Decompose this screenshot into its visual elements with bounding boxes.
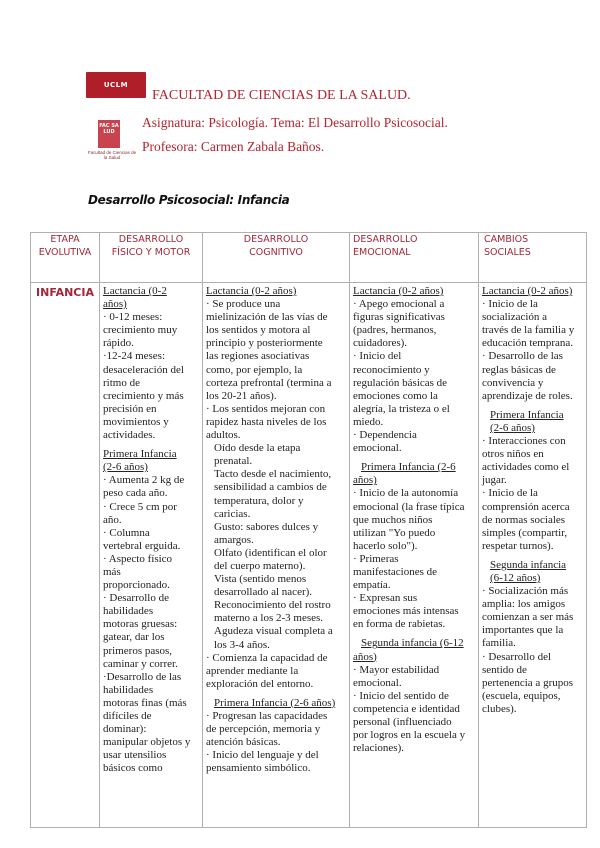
text-line: prenatal. (214, 455, 253, 468)
col-header-social: CAMBIOS SOCIALES (479, 233, 587, 283)
physical-text (100, 283, 202, 827)
section-heading: años) (103, 298, 127, 311)
section-heading: Lactancia (0-2 (103, 285, 167, 297)
text-line: · Socialización más (482, 585, 569, 598)
text-line: en forma de rabietas. (353, 618, 446, 631)
text-line: emocional. (353, 676, 402, 689)
text-line: · Aspecto físico (103, 552, 173, 565)
text-line: miedo. (353, 415, 384, 428)
text-line: · Desarrollo del (482, 650, 552, 663)
text-line: año. (103, 513, 122, 526)
faculty-name: FACULTAD DE CIENCIAS DE LA SALUD. (152, 88, 411, 103)
text-line: ritmo de (103, 376, 140, 389)
text-line: relaciones). (353, 742, 404, 755)
text-line: Agudeza visual completa a (214, 625, 333, 638)
emotional-text (350, 283, 478, 827)
text-line: pensamiento simbólico. (206, 762, 311, 775)
text-line: crecimiento muy (103, 324, 178, 337)
document-title: Desarrollo Psicosocial: Infancia (88, 193, 290, 207)
text-line: · Se produce una (206, 298, 281, 311)
text-line: · Inicio de la autonomía (353, 487, 459, 500)
text-line: emociones como la (353, 389, 438, 402)
text-line: materno a los 2-3 meses. (214, 612, 324, 625)
subject-line: Asignatura: Psicología. Tema: El Desarrollo Psicosocial. (142, 115, 448, 130)
text-line: competencia e identidad (353, 702, 460, 715)
text-line: motoras gruesas: (103, 618, 178, 631)
text-line: actividades. (103, 429, 156, 442)
text-line: que muchos niños (353, 513, 433, 526)
text-line: clubes). (482, 702, 517, 715)
col-header-emotional: DESARROLLO EMOCIONAL (350, 233, 479, 283)
text-line: usar utensilios (103, 749, 167, 762)
text-line: · Progresan las capacidades (206, 710, 328, 722)
text-line: · Inicio de la (482, 298, 538, 311)
text-line: movimientos y (103, 415, 169, 428)
text-line: vertebral erguida. (103, 539, 181, 552)
col-header-stage: ETAPA EVOLUTIVA (31, 233, 100, 283)
text-line: comprensión acerca (482, 500, 570, 513)
table-row (31, 283, 587, 828)
text-line: · Aumenta 2 kg de (103, 474, 185, 487)
faculty-logo-caption: Facultad de Ciencias de la Salud (87, 150, 137, 160)
text-line: habilidades (103, 683, 154, 696)
text-line: los 3-4 años. (214, 638, 270, 651)
text-line: simples (compartir, (482, 526, 568, 539)
col-header-cognitive: DESARROLLO COGNITIVO (203, 233, 350, 283)
stage-label: INFANCIA (36, 286, 94, 299)
text-line: · Columna (103, 526, 150, 539)
text-line: los 20-21 años). (206, 389, 277, 402)
text-line: otros niños en (482, 448, 544, 461)
text-line: cuidadores). (353, 337, 408, 350)
text-line: temperatura, dolor y (214, 494, 304, 507)
text-line: aprendizaje de roles. (482, 389, 573, 402)
text-line: Oído desde la etapa (214, 442, 301, 455)
text-line: aprender mediante la (206, 664, 299, 677)
text-line: · Primeras (353, 552, 399, 565)
text-line: corteza prefrontal (termina a (206, 376, 332, 389)
text-line: pertenencia a grupos (482, 676, 574, 689)
text-line: · Los sentidos mejoran con (206, 402, 326, 415)
section-heading: Primera Infancia (2-6 años) (214, 696, 336, 709)
text-line: rápido. (103, 337, 134, 350)
section-heading: Primera Infancia (2-6 (361, 461, 456, 474)
text-line: empatía. (353, 579, 391, 592)
text-line: reconocimiento y (353, 363, 430, 376)
text-line: proporcionado. (103, 579, 170, 592)
text-line: Reconocimiento del rostro (214, 599, 331, 612)
text-line: · Inicio del lenguaje y del (206, 749, 319, 762)
text-line: · Inicio del (353, 350, 402, 363)
text-line: difíciles de (103, 710, 152, 722)
text-line: · Inicio de la (482, 487, 538, 500)
section-heading: Segunda infancia (490, 558, 567, 571)
section-heading: años) (353, 650, 377, 663)
text-line: por logros en la escuela y (353, 729, 466, 742)
text-line: emocional. (353, 442, 402, 455)
text-line: comienzan a ser más (482, 611, 574, 624)
text-line: caminar y correr. (103, 657, 178, 670)
text-line: más (103, 565, 121, 578)
text-line: · Interacciones con (482, 435, 566, 448)
text-line: principio y posteriormente (206, 337, 323, 350)
text-line: Vista (sentido menos (214, 573, 307, 586)
section-heading: Primera Infancia (103, 448, 177, 461)
text-line: · Expresan sus (353, 592, 418, 605)
text-line: desaceleración del (103, 363, 184, 376)
section-heading: (2-6 años) (490, 421, 535, 434)
text-line: · 0-12 meses: (103, 311, 163, 324)
text-line: través de la familia y (482, 324, 575, 337)
text-line: habilidades (103, 605, 154, 618)
text-line: atención básicas. (206, 736, 281, 749)
text-line: (padres, hermanos, (353, 324, 437, 337)
text-line: de normas sociales (482, 513, 566, 526)
text-line: exploración del entorno. (206, 677, 314, 690)
text-line: caricias. (214, 507, 251, 520)
text-line: regulación básicas de (353, 376, 448, 389)
text-line: gatear, dar los (103, 631, 165, 644)
text-line: mielinización de las vías de (206, 311, 328, 324)
text-line: · Inicio del sentido de (353, 689, 449, 702)
text-line: familia. (482, 637, 516, 650)
text-line: Olfato (identifican el olor (214, 546, 327, 559)
text-line: actividades como el (482, 461, 570, 474)
text-line: como, por ejemplo, la (206, 363, 303, 376)
text-line: peso cada año. (103, 487, 168, 500)
text-line: emociones más intensas (353, 605, 459, 618)
teacher-line: Profesora: Carmen Zabala Baños. (142, 139, 325, 154)
text-line: jugar. (482, 474, 507, 487)
section-heading: (2-6 años) (103, 461, 148, 474)
section-heading: Primera Infancia (490, 408, 564, 421)
section-heading: Lactancia (0-2 años) (482, 285, 573, 297)
col-header-physical: DESARROLLO FÍSICO Y MOTOR (100, 233, 203, 283)
text-line: personal (influenciado (353, 716, 452, 728)
physical-cell (100, 283, 203, 828)
faculty-logo (86, 120, 138, 166)
text-line: (escuela, equipos, (482, 689, 561, 702)
text-line: dominar): (103, 723, 147, 736)
text-line: crecimiento y más (103, 389, 184, 402)
text-line: educación temprana. (482, 337, 574, 350)
text-line: manipular objetos y (103, 736, 191, 749)
text-line: desarrollado al nacer). (214, 586, 313, 599)
text-line: respetar turnos). (482, 539, 554, 552)
text-line: hacerlo solo"). (353, 539, 418, 552)
text-line: sensibilidad a cambios de (214, 481, 327, 494)
text-line: ·Desarrollo de las (103, 670, 182, 683)
text-line: rapidez hasta niveles de los (206, 415, 327, 428)
social-cell (479, 283, 587, 828)
section-heading: Lactancia (0-2 años) (206, 285, 297, 297)
text-line: precisión en (103, 402, 157, 415)
text-line: los sentidos y motora al (206, 324, 311, 337)
stage-cell (31, 283, 100, 828)
uclm-logo-text: UCLM (103, 81, 129, 89)
text-line: manifestaciones de (353, 565, 437, 578)
table-header-row (31, 233, 587, 283)
text-line: · Apego emocional a (353, 298, 445, 311)
text-line: básicos como (103, 762, 163, 775)
text-line: · Desarrollo de las (482, 350, 563, 363)
faculty-logo-mark: FAC SA LUD (98, 120, 120, 148)
section-heading: (6-12 años) (490, 571, 541, 584)
text-line: ·12-24 meses: (103, 350, 166, 363)
text-line: utilizan "Yo puedo (353, 526, 436, 539)
text-line: de percepción, memoria y (206, 723, 321, 736)
text-line: del cuerpo materno). (214, 559, 306, 572)
text-line: · Dependencia (353, 429, 417, 442)
text-line: Tacto desde el nacimiento, (214, 468, 332, 481)
text-line: sentido de (482, 663, 527, 676)
text-line: · Desarrollo de (103, 592, 169, 605)
text-line: socialización a (482, 311, 548, 324)
text-line: convivencia y (482, 376, 544, 389)
development-table (30, 232, 587, 828)
text-line: amplia: los amigos (482, 598, 566, 611)
uclm-logo (86, 72, 146, 98)
text-line: adultos. (206, 429, 241, 442)
text-line: primeros pasos, (103, 644, 173, 657)
text-line: · Comienza la capacidad de (206, 651, 328, 664)
text-line: Gusto: sabores dulces y (214, 520, 319, 533)
cognitive-text (203, 283, 349, 827)
text-line: figuras significativas (353, 311, 445, 324)
social-text (479, 283, 586, 827)
cognitive-cell (203, 283, 350, 828)
text-line: importantes que la (482, 624, 564, 637)
text-line: emocional (la frase típica (353, 500, 465, 513)
text-line: · Crece 5 cm por (103, 500, 177, 513)
text-line: · Mayor estabilidad (353, 663, 440, 676)
section-heading: Lactancia (0-2 años) (353, 285, 444, 297)
emotional-cell (350, 283, 479, 828)
section-heading: Segunda infancia (6-12 (361, 637, 464, 650)
text-line: motoras finas (más (103, 696, 187, 709)
section-heading: años) (353, 474, 377, 487)
text-line: las regiones asociativas (206, 350, 310, 363)
text-line: amargos. (214, 533, 254, 546)
text-line: reglas básicas de (482, 363, 556, 376)
text-line: alegría, la tristeza o el (353, 402, 450, 415)
